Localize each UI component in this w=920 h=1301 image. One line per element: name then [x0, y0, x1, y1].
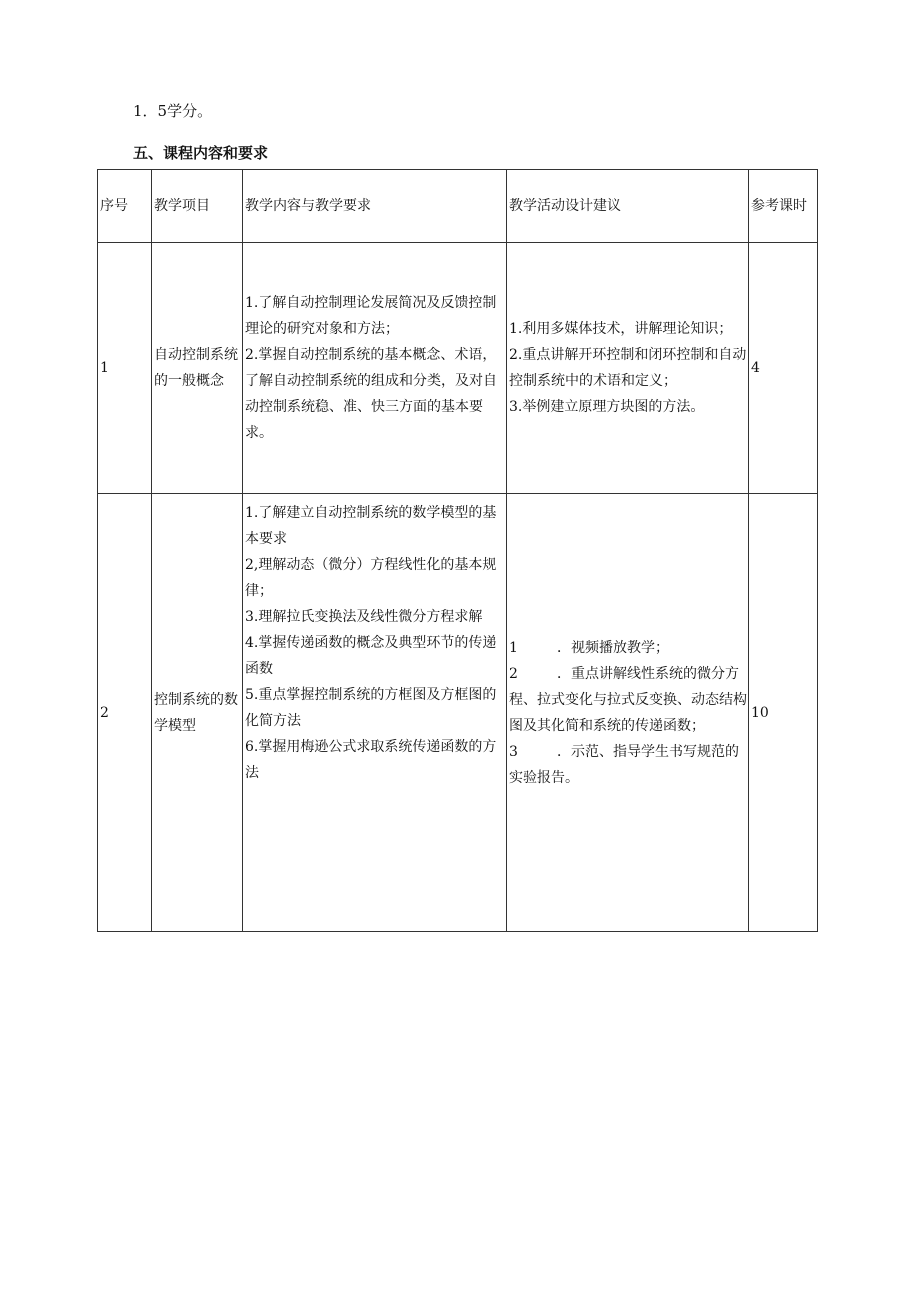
content-item: 4.掌握传递函数的概念及典型环节的传递函数 [245, 634, 497, 677]
activity-number: 1 [509, 639, 518, 656]
activity-item [509, 635, 748, 661]
course-content-table [97, 169, 818, 932]
header-activities: 教学活动设计建议 [507, 170, 749, 243]
activity-text: ．重点讲解线性系统的微分方程、拉式变化与拉式反变换、动态结构图及其化简和系统的传递函数； [509, 665, 747, 734]
header-content: 教学内容与教学要求 [243, 170, 507, 243]
table-header-row [98, 170, 818, 243]
content-item: 2.掌握自动控制系统的基本概念、术语，了解自动控制系统的组成和分类，及对自动控制系统稳、准、快三方面的基本要求。 [245, 347, 497, 441]
activity-item: 3.举例建立原理方块图的方法。 [509, 399, 705, 415]
activity-text: ．视频播放教学； [557, 639, 669, 656]
table-row [98, 494, 818, 932]
row-activities [507, 243, 749, 494]
content-item: 3.理解拉氏变换法及线性微分方程求解 [245, 608, 483, 625]
row-no: 2 [98, 494, 152, 932]
header-project: 教学项目 [152, 170, 243, 243]
activity-number: 3 [509, 743, 518, 760]
content-item: 1.了解自动控制理论发展简况及反馈控制理论的研究对象和方法； [245, 295, 497, 337]
row-no: 1 [98, 243, 152, 494]
header-hours: 参考课时 [749, 170, 818, 243]
activity-item [509, 739, 748, 791]
content-item: 2,理解动态（微分）方程线性化的基本规律； [245, 556, 497, 599]
content-item: 6.掌握用梅逊公式求取系统传递函数的方法 [245, 738, 497, 781]
activity-item [509, 661, 748, 739]
header-no: 序号 [98, 170, 152, 243]
activity-item: 1.利用多媒体技术，讲解理论知识； [509, 321, 733, 337]
row-hours: 10 [749, 494, 818, 932]
content-list [245, 496, 506, 930]
row-hours: 4 [749, 243, 818, 494]
content-item: 1.了解建立自动控制系统的数学模型的基本要求 [245, 504, 497, 547]
row-project: 控制系统的数学模型 [152, 494, 243, 932]
row-content [243, 494, 507, 932]
row-activities [507, 494, 749, 932]
activity-item: 2.重点讲解开环控制和闭环控制和自动控制系统中的术语和定义； [509, 347, 747, 389]
activity-number: 2 [509, 665, 518, 682]
credit-line: 1．5学分。 [133, 102, 213, 120]
content-item: 5.重点掌握控制系统的方框图及方框图的化简方法 [245, 686, 497, 729]
table-row [98, 243, 818, 494]
activity-text: ．示范、指导学生书写规范的实验报告。 [509, 743, 739, 786]
row-project: 自动控制系统的一般概念 [152, 243, 243, 494]
row-content [243, 243, 507, 494]
section-title: 五、课程内容和要求 [133, 144, 269, 162]
